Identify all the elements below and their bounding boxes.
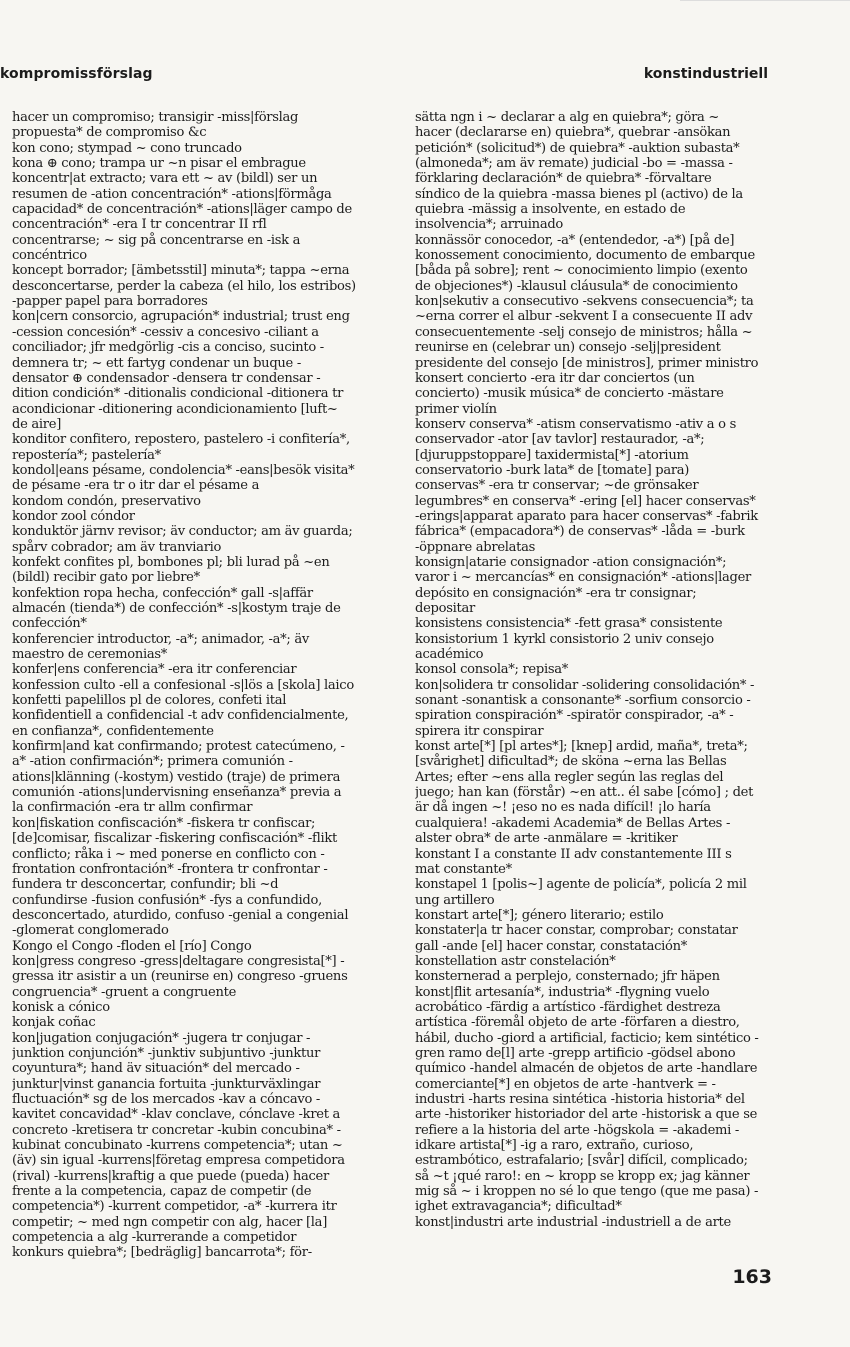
dictionary-entry: konstant I a constante II adv constantemente III s mat constante* [415, 846, 732, 877]
dictionary-entry: kondor zool cóndor [12, 508, 135, 524]
dictionary-entry: konossement conocimiento, documento de embarque [båda på sobre]; rent ~ conocimiento limpio (exento de objeciones*) -klausul cláusula* de conocimiento [415, 248, 755, 294]
dictionary-entry: konisk a cónico [12, 999, 110, 1015]
dictionary-entry: konstellation astr constelación* [415, 953, 616, 969]
dictionary-entry: kon|sekutiv a consecutivo -sekvens consecuencia*; ta ~erna correr el albur -sekvent I a consecuente II adv consecuentemente -selj consejo de ministros; hålla ~ reunirse en (celebrar un) consejo -selj|president presidente del consejo [de ministros], primer ministro [415, 294, 759, 371]
dictionary-entry: konkurs quiebra*; [bedräglig] bancarrota*; för- [12, 1245, 312, 1260]
dictionary-entry: kondom condón, preservativo [12, 493, 201, 509]
dictionary-entry: konstapel 1 [polis~] agente de policía*, policía 2 mil ung artillero [415, 877, 747, 908]
dictionary-entry: konferencier introductor, -a*; animador, -a*; äv maestro de ceremonias* [12, 631, 310, 663]
dictionary-entry: konst|industri arte industrial -industriell a de arte [415, 1214, 731, 1230]
scan-edge-line [680, 0, 850, 1]
dictionary-entry: kon|fiskation confiscación* -fiskera tr confiscar; [de]comisar, fiscalizar -fiskering confiscación* -flikt conflicto; råka i ~ med ponerse en conflicto con -frontation confrontación* -frontera tr confrontar -fundera tr desconcertar, confundir; bli ~d confundirse -fusion confusión* -fys a confundido, desconcertado, aturdido, confuso -genial a congenial -glomerat conglomerado [12, 815, 349, 939]
dictionary-entry: konstart arte[*]; género literario; estilo [415, 907, 664, 923]
dictionary-entry: koncentr|at extracto; vara ett ~ av (bildl) ser un resumen de -ation concentración* -ations|förmåga capacidad* de concentración* -ations|läger campo de concentración* -era I tr concentrar II rfl concentrarse; ~ sig på concentrarse en -isk a concéntrico [12, 171, 352, 264]
dictionary-entry: konsert concierto -era itr dar conciertos (un concierto) -musik música* de concierto -mästare primer violín [415, 370, 724, 417]
dictionary-entry: konfekt confites pl, bombones pl; bli lurad på ~en (bildl) recibir gato por liebre* [12, 554, 330, 586]
dictionary-entry: kon cono; stympad ~ cono truncado [12, 140, 242, 156]
right-column [415, 110, 759, 1260]
dictionary-entry: konduktör järnv revisor; äv conductor; am äv guarda; spårv cobrador; am äv tranviario [12, 524, 353, 555]
dictionary-entry: sätta ngn i ~ declarar a alg en quiebra*; göra ~ hacer (declararse en) quiebra*, quebrar -ansökan petición* (solicitud*) de quiebra* -auktion subasta* (almoneda*; am äv remate) judicial -bo = -massa -förklaring declaración* de quiebra* -förvaltare síndico de la quiebra -massa bienes pl (activo) de la quiebra -mässig a insolvente, en estado de insolvencia*; arruinado [415, 110, 743, 233]
dictionary-entry: konfer|ens conferencia* -era itr conferenciar [12, 662, 297, 678]
dictionary-entry: konfidentiell a confidencial -t adv confidencialmente, en confianza*, confidentemente [12, 708, 349, 739]
dictionary-entry: kon|cern consorcio, agrupación* industrial; trust eng -cession concesión* -cessiv a concesivo -ciliant a conciliador; jfr medgörlig -cis a conciso, sucinto -demnera tr; ~ ett fartyg condenar un buque -densator ⊕ condensador -densera tr condensar -dition condición* -ditionalis condicional -ditionera tr acondicionar -ditionering acondicionamiento [luft~ de aire] [12, 309, 350, 432]
dictionary-entry: kondol|eans pésame, condolencia* -eans|besök visita* de pésame -era tr o itr dar el pésame a [12, 462, 355, 494]
dictionary-entry: konsistens consistencia* -fett grasa* consistente [415, 616, 723, 632]
dictionary-entry: Kongo el Congo -floden el [río] Congo [12, 938, 252, 954]
dictionary-entry: konsistorium 1 kyrkl consistorio 2 univ consejo académico [415, 631, 714, 663]
dictionary-entry: konst|flit artesanía*, industria* -flygning vuelo acrobático -färdig a artístico -färdighet destreza artística -föremål objeto de arte -förfaren a diestro, hábil, ducho -giord a artificial, facticio; kem sintético -gren ramo de[l] arte -grepp artificio -gödsel abono químico -handel almacén de objetos de arte -handlare comerciante[*] en objetos de arte -hantverk = -industri -harts resina sintética -historia historia* del arte -historiker historiador del arte -historisk a que se refiere a la historia del arte -högskola = -akademi -idkare artista[*] -ig a raro, extraño, curioso, estrambótico, estrafalario; [svår] difícil, complicado; så ~t ¡qué raro!: en ~ kropp se kropp ex; jag känner mig så ~ i kroppen no sé lo que tengo (que me pasa) -ighet extravagancia*; dificultad* [415, 984, 759, 1215]
dictionary-entry: hacer un compromiso; transigir -miss|förslag propuesta* de compromiso &c [12, 110, 299, 141]
dictionary-entry: kon|gress congreso -gress|deltagare congresista[*] -gressa itr asistir a un (reunirse en) congreso -gruens congruencia* -gruent a congruente [12, 953, 348, 1000]
dictionary-entry: konserv conserva* -atism conservatismo -ativ a o s conservador -ator [av tavlor] restaurador, -a*; [djuruppstoppare] taxidermista[*] -atorium conservatorio -burk lata* de [tomate] para) conservas* -era tr conservar; ~de grönsaker legumbres* en conserva* -ering [el] hacer conservas* -erings|apparat aparato para hacer conservas* -fabrik fábrica* (empacadora*) de conservas* -låda = -burk -öppnare abrelatas [415, 416, 758, 555]
dictionary-entry: konfetti papelillos pl de colores, confeti ital [12, 693, 287, 709]
page-number: 163 [732, 1266, 772, 1288]
dictionary-entry: kon|solidera tr consolidar -solidering consolidación* -sonant -sonantisk a consonante* -sorfium consorcio -spiration conspiración* -spiratör conspirador, -a* -spirera itr conspirar [415, 677, 755, 739]
page-header [0, 66, 850, 88]
dictionary-entry: konsol consola*; repisa* [415, 662, 569, 678]
dictionary-entry: konstater|a tr hacer constar, comprobar; constatar gall -ande [el] hacer constar, constatación* [415, 923, 738, 954]
dictionary-entry: kon|jugation conjugación* -jugera tr conjugar -junktion conjunción* -junktiv subjuntivo -junktur coyuntura*; hand äv situación* del mercado -junktur|vinst ganancia fortuita -junkturväxlingar fluctuación* sg de los mercados -kav a cóncavo -kavitet concavidad* -klav conclave, cónclave -kret a concreto -kretisera tr concretar -kubin concubina* -kubinat concubinato -kurrens competencia*; utan ~ (äv) sin igual -kurrens|företag empresa competidora (rival) -kurrens|kraftig a que puede (pueda) hacer frente a la competencia, capaz de competir (de competencia*) -kurrent competidor, -a* -kurrera itr competir; ~ med ngn competir con alg, hacer [la] competencia a alg -kurrerande a competidor [12, 1030, 345, 1246]
dictionary-entry: konjak coñac [12, 1015, 96, 1031]
dictionary-entry: konsternerad a perplejo, consternado; jfr häpen [415, 969, 720, 985]
right-guideword: konstindustriell [643, 66, 768, 82]
dictionary-entry: konfirm|and kat confirmando; protest catecúmeno, -a* -ation confirmación*; primera comunión -ations|klänning (-kostym) vestido (traje) de primera comunión -ations|undervisning enseñanza* previa a la confirmación -era tr allm confirmar [12, 739, 345, 816]
left-column [12, 110, 356, 1260]
dictionary-entry: konditor confitero, repostero, pastelero -i confitería*, repostería*; pastelería* [12, 432, 350, 463]
left-guideword: kompromissförslag [0, 66, 153, 82]
dictionary-entry: koncept borrador; [ämbetsstil] minuta*; tappa ~erna desconcertarse, perder la cabeza (el hilo, los estribos) -papper papel para borradores [12, 263, 356, 310]
dictionary-entry: konst arte[*] [pl artes*]; [knep] ardid, maña*, treta*; [svårighet] dificultad*; de sköna ~erna las Bellas Artes; efter ~ens alla regler según las reglas del juego; han kan (förstår) ~en att.. él sabe [cómo] ; det är då ingen ~! ¡eso no es nada difícil! ¡lo haría cualquiera! -akademi Academia* de Bellas Artes -alster obra* de arte -anmälare = -kritiker [415, 739, 754, 847]
dictionary-entry: konnässör conocedor, -a* (entendedor, -a*) [på de] [415, 232, 735, 248]
dictionary-entry: konfektion ropa hecha, confección* gall -s|affär almacén (tienda*) de confección* -s|kostym traje de confección* [12, 585, 341, 632]
dictionary-entry: konfession culto -ell a confesional -s|lös a [skola] laico [12, 677, 354, 693]
dictionary-entry: konsign|atarie consignador -ation consignación*; varor i ~ mercancías* en consignación* -ations|lager depósito en consignación* -era tr consignar; depositar [415, 554, 751, 616]
dictionary-entry: kona ⊕ cono; trampa ur ~n pisar el embrague [12, 156, 306, 172]
